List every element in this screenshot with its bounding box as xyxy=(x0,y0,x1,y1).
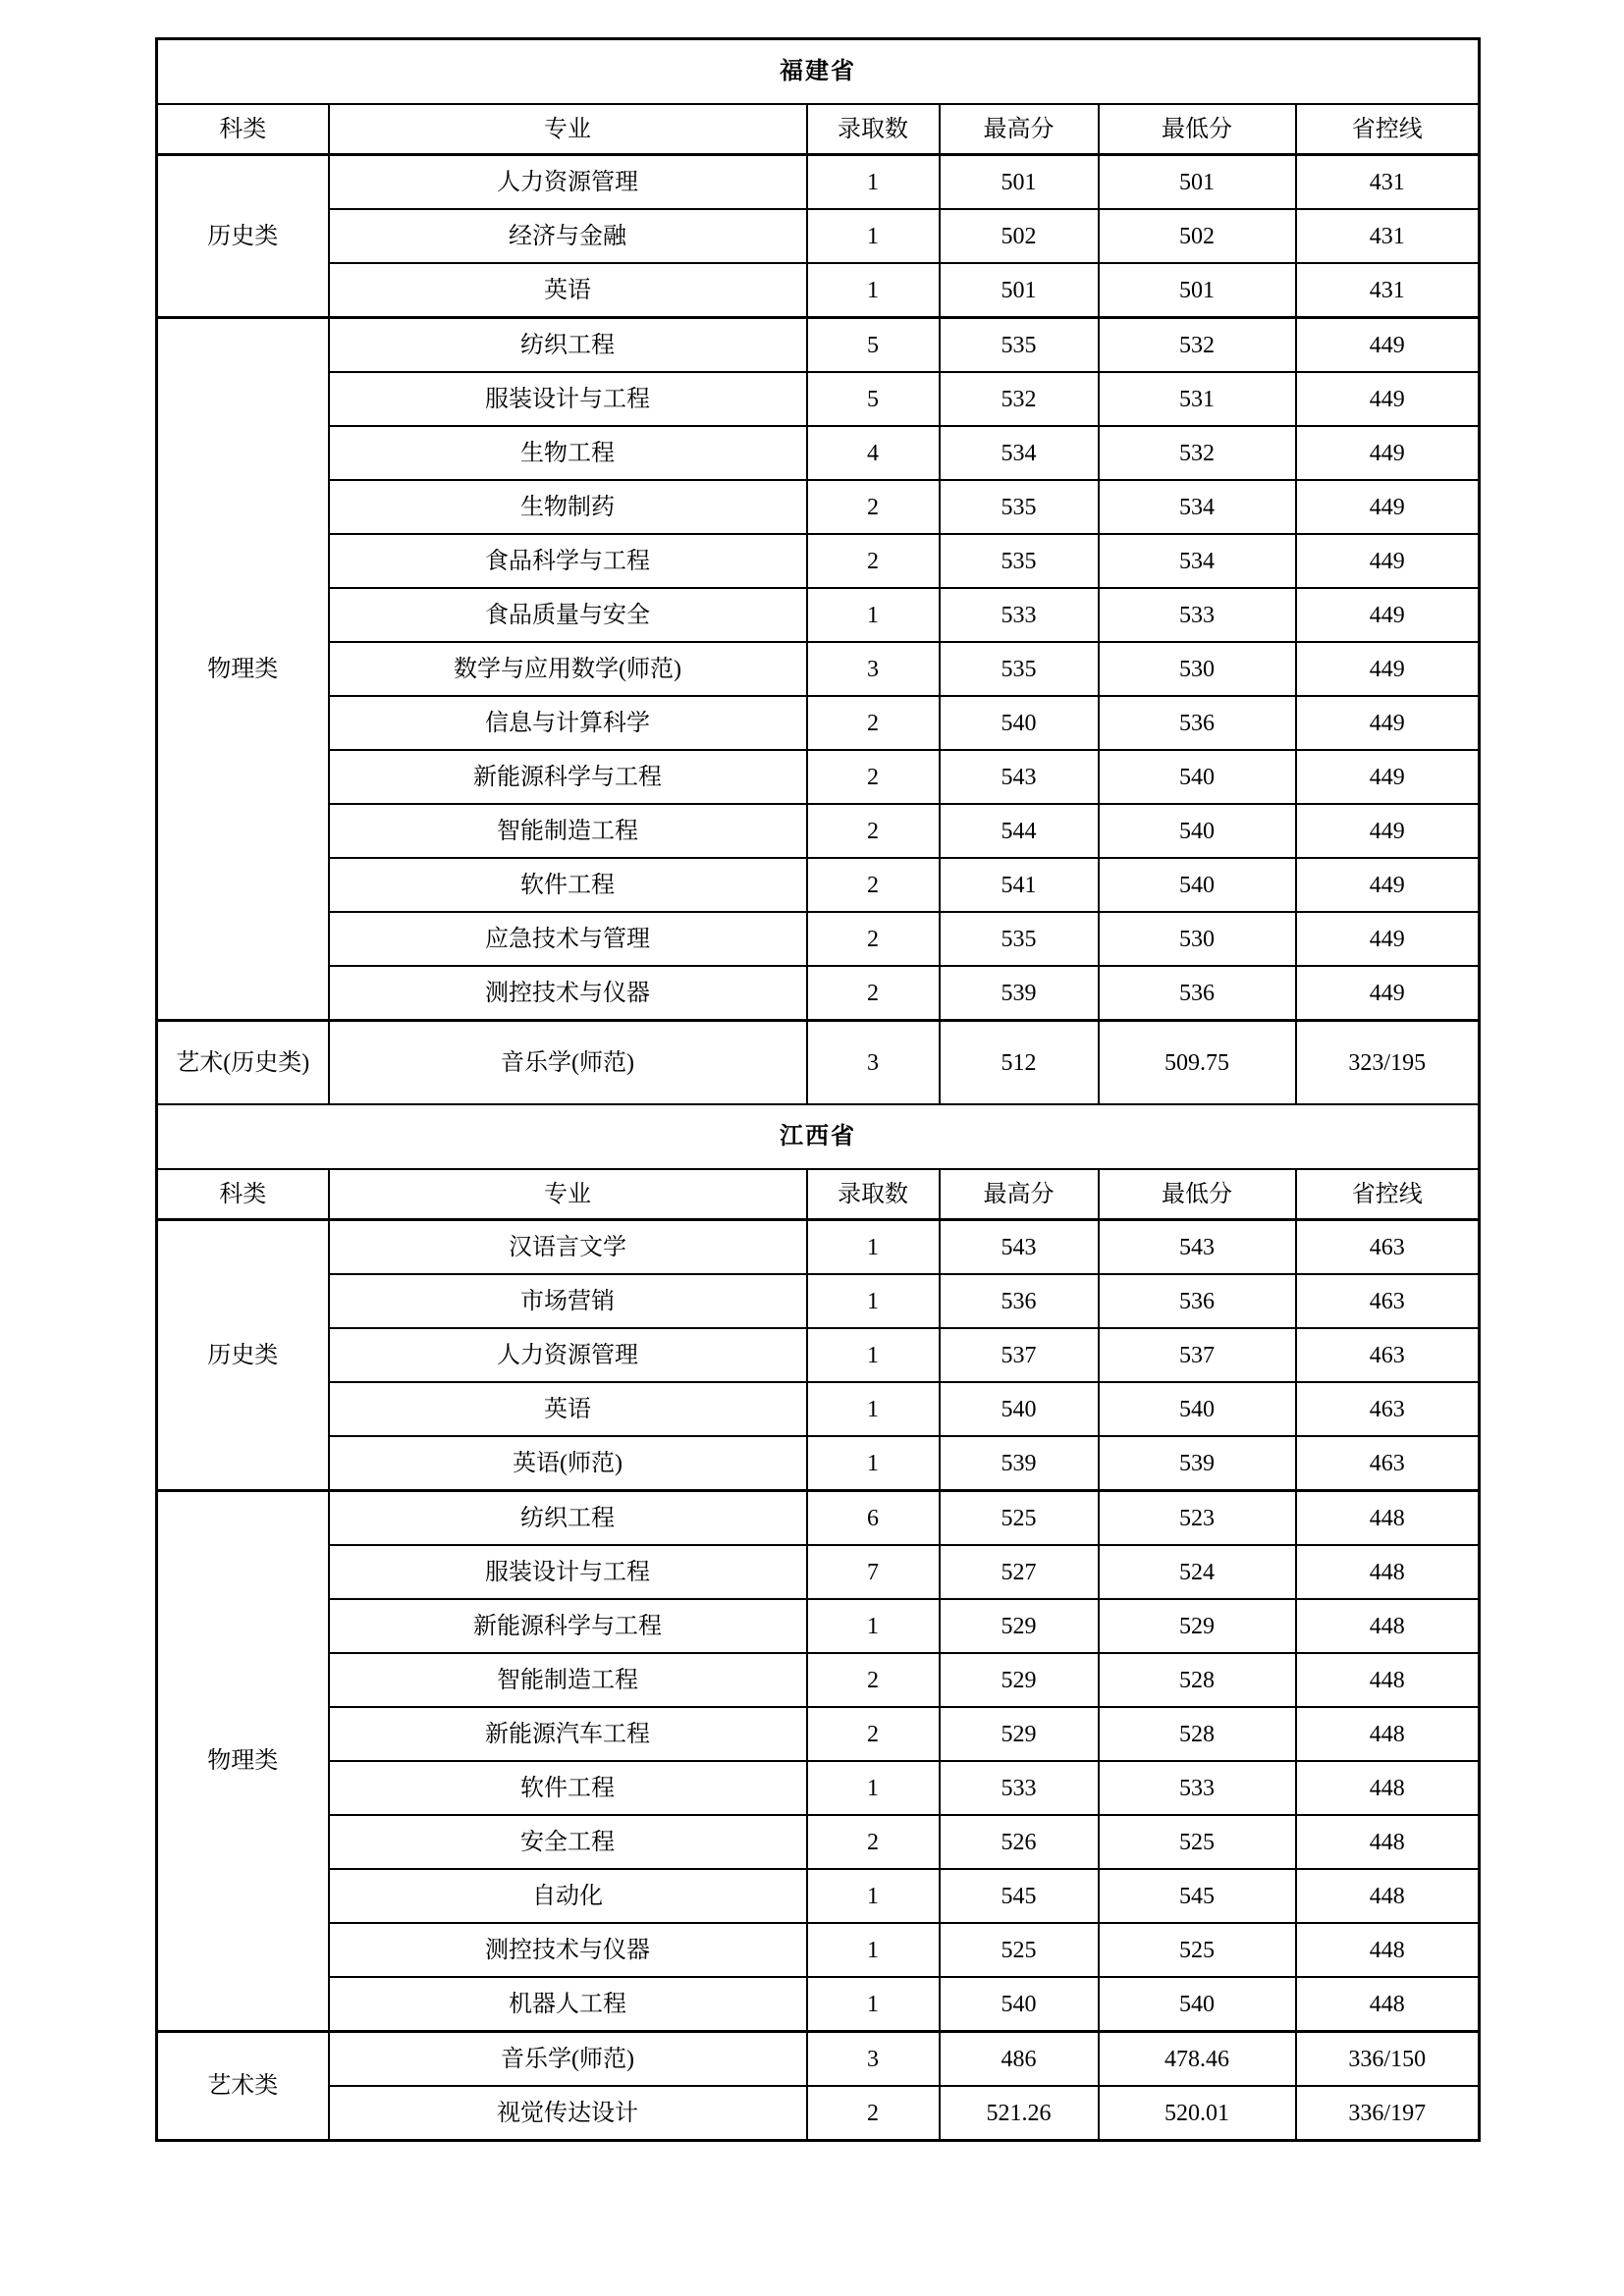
major-cell: 新能源汽车工程 xyxy=(329,1707,807,1761)
score-cell: 2 xyxy=(807,750,940,804)
table-row xyxy=(157,912,1480,966)
score-cell: 5 xyxy=(807,318,940,373)
score-cell: 534 xyxy=(1099,534,1296,588)
column-header: 科类 xyxy=(157,104,329,155)
score-cell: 449 xyxy=(1296,858,1480,912)
score-cell: 535 xyxy=(940,318,1099,373)
table-row xyxy=(157,318,1480,373)
table-row xyxy=(157,1761,1480,1815)
score-cell: 545 xyxy=(940,1869,1099,1923)
score-cell: 525 xyxy=(1099,1815,1296,1869)
score-cell: 2 xyxy=(807,534,940,588)
score-cell: 501 xyxy=(1099,155,1296,210)
major-cell: 视觉传达设计 xyxy=(329,2086,807,2141)
score-cell: 2 xyxy=(807,2086,940,2141)
score-cell: 532 xyxy=(1099,426,1296,480)
score-cell: 448 xyxy=(1296,1707,1480,1761)
score-cell: 336/150 xyxy=(1296,2032,1480,2087)
category-cell: 艺术(历史类) xyxy=(157,1021,329,1105)
major-cell: 新能源科学与工程 xyxy=(329,1599,807,1653)
score-cell: 521.26 xyxy=(940,2086,1099,2141)
major-cell: 测控技术与仪器 xyxy=(329,966,807,1021)
score-cell: 540 xyxy=(1099,804,1296,858)
score-cell: 463 xyxy=(1296,1274,1480,1328)
score-cell: 536 xyxy=(1099,696,1296,750)
major-cell: 测控技术与仪器 xyxy=(329,1923,807,1977)
score-cell: 512 xyxy=(940,1021,1099,1105)
score-cell: 1 xyxy=(807,263,940,318)
major-cell: 软件工程 xyxy=(329,1761,807,1815)
table-row xyxy=(157,2032,1480,2087)
score-cell: 448 xyxy=(1296,1761,1480,1815)
score-cell: 502 xyxy=(1099,209,1296,263)
major-cell: 服装设计与工程 xyxy=(329,1545,807,1599)
table-row xyxy=(157,1977,1480,2032)
score-cell: 532 xyxy=(940,372,1099,426)
score-cell: 1 xyxy=(807,1328,940,1382)
major-cell: 经济与金融 xyxy=(329,209,807,263)
table-row xyxy=(157,1491,1480,1546)
score-cell: 6 xyxy=(807,1491,940,1546)
score-cell: 2 xyxy=(807,1653,940,1707)
score-cell: 2 xyxy=(807,1815,940,1869)
score-cell: 540 xyxy=(1099,1977,1296,2032)
table-row xyxy=(157,1545,1480,1599)
score-cell: 540 xyxy=(1099,1382,1296,1436)
score-cell: 535 xyxy=(940,912,1099,966)
score-cell: 5 xyxy=(807,372,940,426)
major-cell: 音乐学(师范) xyxy=(329,1021,807,1105)
score-cell: 540 xyxy=(940,1977,1099,2032)
score-cell: 501 xyxy=(940,155,1099,210)
major-cell: 数学与应用数学(师范) xyxy=(329,642,807,696)
table-row xyxy=(157,804,1480,858)
score-cell: 448 xyxy=(1296,1977,1480,2032)
score-cell: 2 xyxy=(807,696,940,750)
major-cell: 智能制造工程 xyxy=(329,1653,807,1707)
score-cell: 1 xyxy=(807,155,940,210)
score-cell: 525 xyxy=(940,1923,1099,1977)
score-cell: 528 xyxy=(1099,1653,1296,1707)
score-cell: 533 xyxy=(940,1761,1099,1815)
score-cell: 540 xyxy=(940,1382,1099,1436)
category-cell: 历史类 xyxy=(157,1220,329,1491)
table-row xyxy=(157,1599,1480,1653)
column-header: 最低分 xyxy=(1099,1169,1296,1220)
score-cell: 448 xyxy=(1296,1815,1480,1869)
major-cell: 软件工程 xyxy=(329,858,807,912)
major-cell: 纺织工程 xyxy=(329,318,807,373)
column-header: 录取数 xyxy=(807,104,940,155)
score-cell: 1 xyxy=(807,209,940,263)
table-row xyxy=(157,858,1480,912)
score-cell: 530 xyxy=(1099,642,1296,696)
major-cell: 安全工程 xyxy=(329,1815,807,1869)
score-cell: 523 xyxy=(1099,1491,1296,1546)
major-cell: 汉语言文学 xyxy=(329,1220,807,1275)
score-cell: 529 xyxy=(940,1707,1099,1761)
score-cell: 449 xyxy=(1296,966,1480,1021)
score-cell: 2 xyxy=(807,1707,940,1761)
score-cell: 502 xyxy=(940,209,1099,263)
score-cell: 448 xyxy=(1296,1491,1480,1546)
score-cell: 463 xyxy=(1296,1436,1480,1491)
score-cell: 533 xyxy=(1099,588,1296,642)
score-cell: 1 xyxy=(807,1220,940,1275)
score-cell: 509.75 xyxy=(1099,1021,1296,1105)
admission-score-table xyxy=(155,37,1481,2142)
province-title: 福建省 xyxy=(157,39,1480,105)
column-header: 省控线 xyxy=(1296,1169,1480,1220)
score-cell: 3 xyxy=(807,642,940,696)
score-cell: 539 xyxy=(1099,1436,1296,1491)
score-cell: 1 xyxy=(807,1382,940,1436)
major-cell: 音乐学(师范) xyxy=(329,2032,807,2087)
score-cell: 535 xyxy=(940,480,1099,534)
major-cell: 英语 xyxy=(329,1382,807,1436)
column-header: 最高分 xyxy=(940,1169,1099,1220)
major-cell: 服装设计与工程 xyxy=(329,372,807,426)
score-cell: 448 xyxy=(1296,1653,1480,1707)
score-cell: 449 xyxy=(1296,318,1480,373)
score-cell: 449 xyxy=(1296,804,1480,858)
score-cell: 543 xyxy=(1099,1220,1296,1275)
table-row xyxy=(157,480,1480,534)
score-cell: 540 xyxy=(1099,858,1296,912)
score-cell: 520.01 xyxy=(1099,2086,1296,2141)
table-row xyxy=(157,1274,1480,1328)
score-cell: 449 xyxy=(1296,534,1480,588)
score-cell: 545 xyxy=(1099,1869,1296,1923)
table-row xyxy=(157,155,1480,210)
table-row xyxy=(157,588,1480,642)
score-cell: 531 xyxy=(1099,372,1296,426)
score-cell: 536 xyxy=(1099,966,1296,1021)
table-row xyxy=(157,1436,1480,1491)
score-cell: 448 xyxy=(1296,1599,1480,1653)
score-cell: 1 xyxy=(807,1436,940,1491)
score-cell: 448 xyxy=(1296,1923,1480,1977)
score-cell: 2 xyxy=(807,912,940,966)
table-row xyxy=(157,534,1480,588)
score-cell: 463 xyxy=(1296,1328,1480,1382)
score-cell: 478.46 xyxy=(1099,2032,1296,2087)
column-header: 最高分 xyxy=(940,104,1099,155)
table-row xyxy=(157,263,1480,318)
column-header: 科类 xyxy=(157,1169,329,1220)
province-title-row xyxy=(157,39,1480,105)
major-cell: 食品质量与安全 xyxy=(329,588,807,642)
column-header: 录取数 xyxy=(807,1169,940,1220)
major-cell: 生物工程 xyxy=(329,426,807,480)
score-cell: 2 xyxy=(807,480,940,534)
major-cell: 机器人工程 xyxy=(329,1977,807,2032)
score-cell: 534 xyxy=(940,426,1099,480)
table-row xyxy=(157,696,1480,750)
admission-score-table-body xyxy=(157,39,1480,2141)
major-cell: 食品科学与工程 xyxy=(329,534,807,588)
score-cell: 1 xyxy=(807,1869,940,1923)
score-cell: 537 xyxy=(1099,1328,1296,1382)
table-row xyxy=(157,426,1480,480)
score-cell: 532 xyxy=(1099,318,1296,373)
score-cell: 2 xyxy=(807,858,940,912)
province-title: 江西省 xyxy=(157,1104,1480,1169)
table-row xyxy=(157,966,1480,1021)
table-row xyxy=(157,1869,1480,1923)
score-cell: 431 xyxy=(1296,263,1480,318)
score-cell: 336/197 xyxy=(1296,2086,1480,2141)
score-cell: 449 xyxy=(1296,372,1480,426)
score-cell: 448 xyxy=(1296,1545,1480,1599)
score-cell: 1 xyxy=(807,1977,940,2032)
major-cell: 人力资源管理 xyxy=(329,1328,807,1382)
column-header: 专业 xyxy=(329,1169,807,1220)
score-cell: 449 xyxy=(1296,642,1480,696)
score-cell: 537 xyxy=(940,1328,1099,1382)
score-cell: 2 xyxy=(807,804,940,858)
major-cell: 纺织工程 xyxy=(329,1491,807,1546)
score-cell: 449 xyxy=(1296,480,1480,534)
score-cell: 533 xyxy=(940,588,1099,642)
score-cell: 525 xyxy=(940,1491,1099,1546)
score-cell: 529 xyxy=(940,1599,1099,1653)
score-cell: 2 xyxy=(807,966,940,1021)
score-cell: 533 xyxy=(1099,1761,1296,1815)
score-cell: 536 xyxy=(940,1274,1099,1328)
major-cell: 信息与计算科学 xyxy=(329,696,807,750)
category-cell: 物理类 xyxy=(157,318,329,1021)
score-cell: 7 xyxy=(807,1545,940,1599)
score-cell: 527 xyxy=(940,1545,1099,1599)
score-cell: 449 xyxy=(1296,696,1480,750)
major-cell: 生物制药 xyxy=(329,480,807,534)
table-row xyxy=(157,1328,1480,1382)
table-row xyxy=(157,1815,1480,1869)
score-cell: 528 xyxy=(1099,1707,1296,1761)
major-cell: 新能源科学与工程 xyxy=(329,750,807,804)
score-cell: 536 xyxy=(1099,1274,1296,1328)
major-cell: 智能制造工程 xyxy=(329,804,807,858)
major-cell: 市场营销 xyxy=(329,1274,807,1328)
score-cell: 529 xyxy=(940,1653,1099,1707)
score-cell: 3 xyxy=(807,2032,940,2087)
category-cell: 历史类 xyxy=(157,155,329,318)
score-cell: 539 xyxy=(940,1436,1099,1491)
score-cell: 4 xyxy=(807,426,940,480)
table-row xyxy=(157,1021,1480,1105)
major-cell: 英语(师范) xyxy=(329,1436,807,1491)
table-row xyxy=(157,1653,1480,1707)
score-cell: 543 xyxy=(940,750,1099,804)
score-cell: 1 xyxy=(807,1923,940,1977)
table-row xyxy=(157,2086,1480,2141)
table-row xyxy=(157,1220,1480,1275)
column-header: 专业 xyxy=(329,104,807,155)
score-cell: 431 xyxy=(1296,209,1480,263)
table-row xyxy=(157,1382,1480,1436)
major-cell: 应急技术与管理 xyxy=(329,912,807,966)
score-cell: 431 xyxy=(1296,155,1480,210)
table-row xyxy=(157,209,1480,263)
score-cell: 463 xyxy=(1296,1382,1480,1436)
score-cell: 543 xyxy=(940,1220,1099,1275)
score-cell: 530 xyxy=(1099,912,1296,966)
table-row xyxy=(157,372,1480,426)
score-cell: 1 xyxy=(807,588,940,642)
major-cell: 自动化 xyxy=(329,1869,807,1923)
score-cell: 541 xyxy=(940,858,1099,912)
column-header: 最低分 xyxy=(1099,104,1296,155)
score-cell: 501 xyxy=(940,263,1099,318)
province-title-row xyxy=(157,1104,1480,1169)
score-cell: 449 xyxy=(1296,588,1480,642)
table-row xyxy=(157,1923,1480,1977)
table-row xyxy=(157,750,1480,804)
score-cell: 463 xyxy=(1296,1220,1480,1275)
score-cell: 449 xyxy=(1296,750,1480,804)
score-cell: 529 xyxy=(1099,1599,1296,1653)
score-cell: 3 xyxy=(807,1021,940,1105)
category-cell: 物理类 xyxy=(157,1491,329,2032)
score-cell: 534 xyxy=(1099,480,1296,534)
column-header-row xyxy=(157,1169,1480,1220)
major-cell: 人力资源管理 xyxy=(329,155,807,210)
score-cell: 449 xyxy=(1296,912,1480,966)
major-cell: 英语 xyxy=(329,263,807,318)
column-header: 省控线 xyxy=(1296,104,1480,155)
score-cell: 526 xyxy=(940,1815,1099,1869)
score-cell: 323/195 xyxy=(1296,1021,1480,1105)
score-cell: 540 xyxy=(940,696,1099,750)
score-cell: 535 xyxy=(940,534,1099,588)
column-header-row xyxy=(157,104,1480,155)
score-cell: 449 xyxy=(1296,426,1480,480)
score-cell: 501 xyxy=(1099,263,1296,318)
score-cell: 535 xyxy=(940,642,1099,696)
score-cell: 1 xyxy=(807,1599,940,1653)
score-cell: 486 xyxy=(940,2032,1099,2087)
score-cell: 1 xyxy=(807,1274,940,1328)
score-cell: 540 xyxy=(1099,750,1296,804)
score-cell: 448 xyxy=(1296,1869,1480,1923)
score-cell: 524 xyxy=(1099,1545,1296,1599)
score-cell: 1 xyxy=(807,1761,940,1815)
category-cell: 艺术类 xyxy=(157,2032,329,2141)
score-cell: 525 xyxy=(1099,1923,1296,1977)
score-cell: 539 xyxy=(940,966,1099,1021)
table-row xyxy=(157,642,1480,696)
score-cell: 544 xyxy=(940,804,1099,858)
table-row xyxy=(157,1707,1480,1761)
